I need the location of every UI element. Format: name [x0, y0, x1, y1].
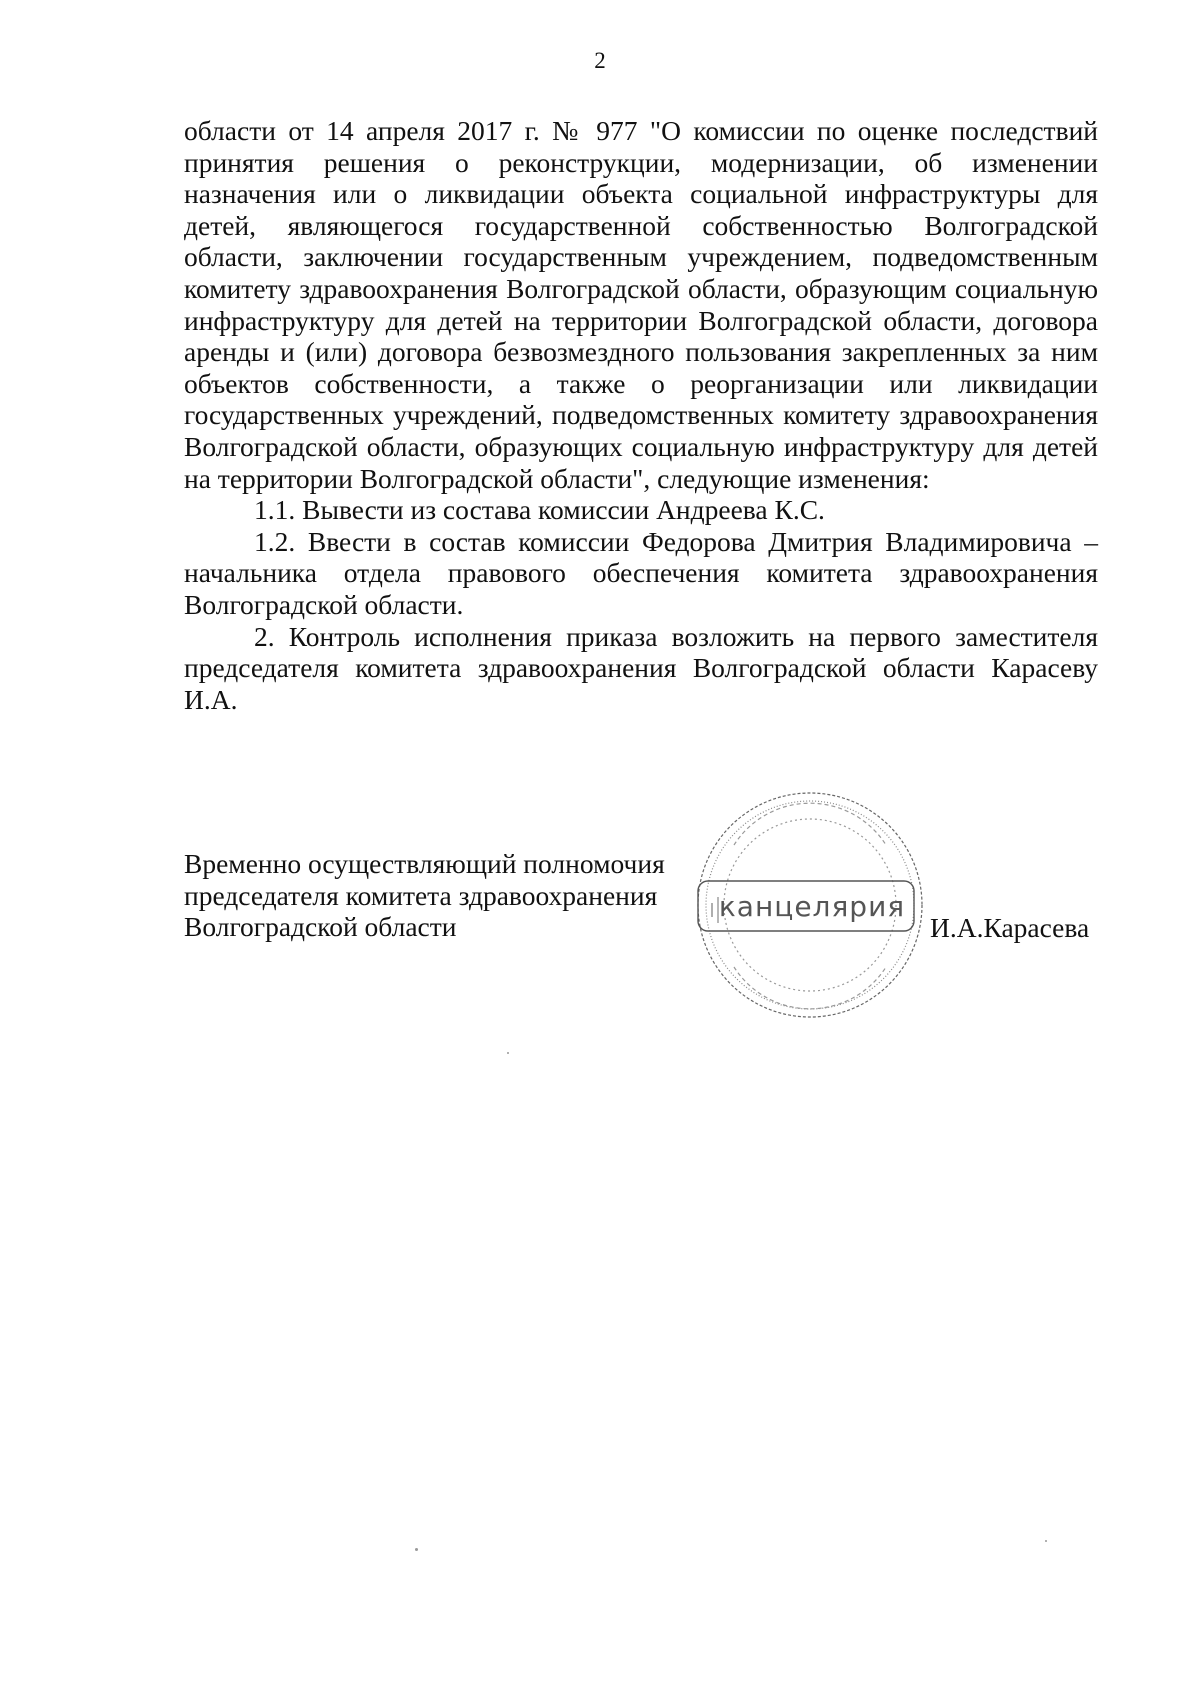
scan-speck	[415, 1548, 418, 1551]
paragraph-order-reference: области от 14 апреля 2017 г. № 977 "О комиссии по оценке последствий принятия решения о реконструкции, модернизации, об изменении назначения или о ликвидации объекта социальной инфраструктуры для детей, являющегося государственной собственностью Волгоградской области, заключении государственным учреждением, подведомственным комитету здравоохранения Волгоградской области, образующим социальную инфраструктуру для детей на территории Волгоградской области, договора аренды и (или) договора безвозмездного пользования закрепленных за ним объектов собственности, а также о реорганизации или ликвидации государственных учреждений, подведомственных комитету здравоохранения Волгоградской области, образующих социальную инфраструктуру для детей на территории Волгоградской области", следующие изменения:	[184, 115, 1098, 494]
signer-name: И.А.Карасева	[930, 912, 1090, 943]
scan-speck	[1045, 1540, 1047, 1542]
page-number: 2	[594, 48, 606, 73]
document-body	[184, 115, 1098, 715]
paragraph-item-1-2: 1.2. Ввести в состав комиссии Федорова Дмитрия Владимировича – начальника отдела правового обеспечения комитета здравоохранения Волгоградской области.	[184, 525, 1098, 620]
scan-speck	[507, 1052, 509, 1054]
stamp-seal	[690, 785, 930, 1025]
paragraph-item-2: 2. Контроль исполнения приказа возложить на первого заместителя председателя комитета здравоохранения Волгоградской области Карасеву И.А.	[184, 620, 1098, 715]
signature-position-line: председателя комитета здравоохранения	[184, 879, 658, 911]
signature-position-line: Волгоградской области	[184, 911, 457, 943]
paragraph-item-1-1: 1.1. Вывести из состава комиссии Андреева К.С.	[254, 494, 825, 526]
signature-position	[184, 848, 684, 943]
stamp-text: канцелярия	[718, 890, 906, 923]
signature-position-line: Временно осуществляющий полномочия	[184, 848, 665, 879]
